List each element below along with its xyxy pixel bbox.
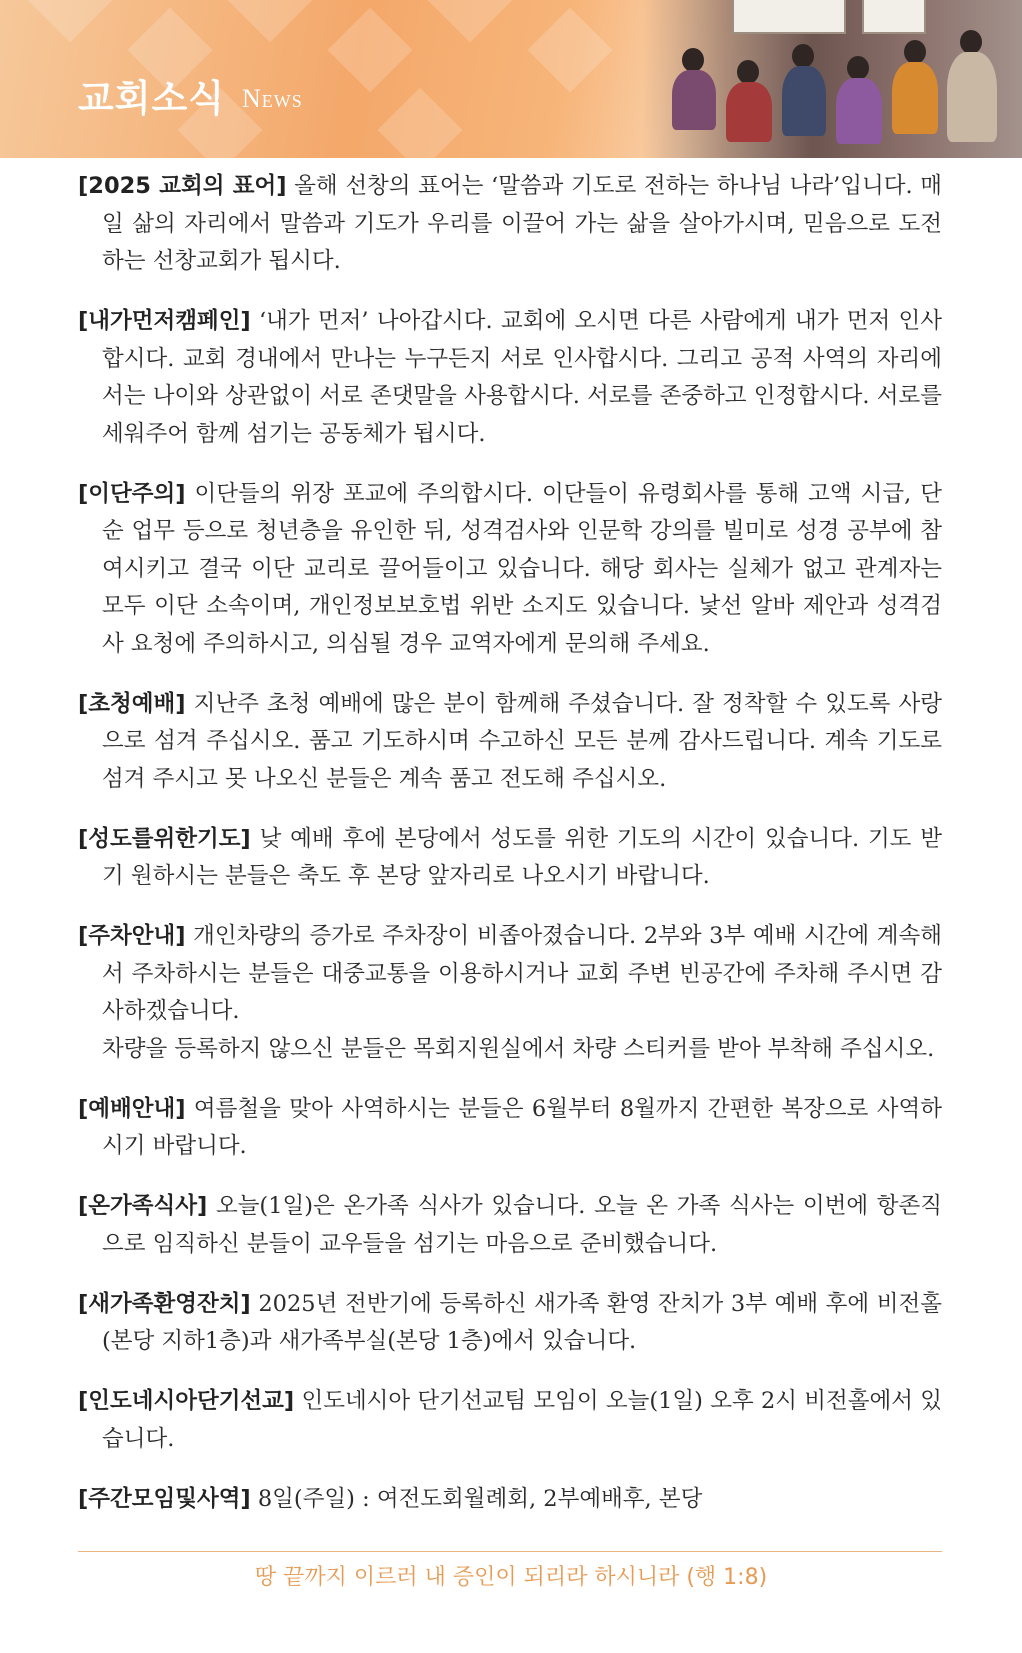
footer-divider	[78, 1551, 942, 1552]
news-item-text: 올해 선창의 표어는 ‘말씀과 기도로 전하는 하나님 나라’입니다. 매일 삶의 자리에서 말씀과 기도가 우리를 이끌어 가는 삶을 살아가시며, 믿음으로 도전하는 선창교회가 됩시다.	[102, 173, 943, 274]
congregation-meal-photo	[642, 0, 1022, 158]
news-item-text: 낮 예배 후에 본당에서 성도를 위한 기도의 시간이 있습니다. 기도 받기 원하시는 분들은 축도 후 본당 앞자리로 나오시기 바랍니다.	[102, 825, 942, 889]
news-item-text: 여름철을 맞아 사역하시는 분들은 6월부터 8월까지 간편한 복장으로 사역하시기 바랍니다.	[102, 1095, 942, 1159]
news-item-text: 2025년 전반기에 등록하신 새가족 환영 잔치가 3부 예배 후에 비전홀(본당 지하1층)과 새가족부실(본당 1층)에서 있습니다.	[102, 1290, 942, 1354]
news-item-label: [초청예배]	[78, 690, 186, 717]
news-item-text: ‘내가 먼저’ 나아갑시다. 교회에 오시면 다른 사람에게 내가 먼저 인사합시다. 교회 경내에서 만나는 누구든지 서로 인사합시다. 그리고 공적 사역의 자리에서는 나이와 상관없이 서로 존댓말을 사용합시다. 서로를 존중하고 인정합시다. 서로를 세워주어 함께 섬기는 공동체가 됩시다.	[102, 308, 942, 447]
news-item-motto	[78, 168, 942, 281]
news-item-text: 인도네시아 단기선교팀 모임이 오늘(1일) 오후 2시 비전홀에서 있습니다.	[102, 1388, 942, 1452]
news-item-weekly-meetings	[78, 1481, 942, 1519]
news-item-label: [예배안내]	[78, 1095, 186, 1122]
news-item-label: [주간모임및사역]	[78, 1485, 251, 1512]
news-item-indonesia-mission	[78, 1383, 942, 1458]
news-item-label: [내가먼저캠페인]	[78, 308, 251, 334]
news-item-prayer	[78, 821, 942, 896]
news-item-label: [온가족식사]	[78, 1193, 208, 1219]
news-item-campaign	[78, 303, 942, 453]
news-item-parking	[78, 918, 942, 1068]
news-item-label: [주차안내]	[78, 923, 186, 949]
news-item-label: [2025 교회의 표어]	[78, 173, 287, 199]
news-item-text: 지난주 초청 예배에 많은 분이 함께해 주셨습니다. 잘 정착할 수 있도록 사랑으로 섬겨 주십시오. 품고 기도하시며 수고하신 모든 분께 감사드립니다. 계속 기도로 섬겨 주시고 못 나오신 분들은 계속 품고 전도해 주십시오.	[102, 690, 942, 792]
news-item-text: 개인차량의 증가로 주차장이 비좁아졌습니다. 2부와 3부 예배 시간에 계속해서 주차하시는 분들은 대중교통을 이용하시거나 교회 주변 빈공간에 주차해 주시면 감사하겠습니다.	[102, 923, 942, 1024]
news-item-extra-text: 차량을 등록하지 않으신 분들은 목회지원실에서 차량 스티커를 받아 부착해 주십시오.	[102, 1035, 935, 1062]
news-item-newcomer-party	[78, 1286, 942, 1361]
page-title: 교회소식	[78, 77, 225, 120]
news-item-heresy-warning	[78, 476, 942, 664]
news-item-text: 8일(주일) : 여전도회월례회, 2부예배후, 본당	[250, 1485, 703, 1512]
news-item-text: 이단들의 위장 포교에 주의합시다. 이단들이 유령회사를 통해 고액 시급, 단순 업무 등으로 청년층을 유인한 뒤, 성격검사와 인문학 강의를 빌미로 성경 공부에 참여시키고 결국 이단 교리로 끌어들이고 있습니다. 해당 회사는 실체가 없고 관계자는 모두 이단 소속이며, 개인정보보호법 위반 소지도 있습니다. 낯선 알바 제안과 성격검사 요청에 주의하시고, 의심될 경우 교역자에게 문의해 주세요.	[102, 480, 942, 657]
news-item-invitation-service	[78, 686, 942, 799]
news-item-label: [새가족환영잔치]	[78, 1290, 251, 1317]
news-item-text: 오늘(1일)은 온가족 식사가 있습니다. 오늘 온 가족 식사는 이번에 항존직으로 임직하신 분들이 교우들을 섬기는 마음으로 준비했습니다.	[102, 1193, 942, 1257]
page-subtitle: News	[242, 84, 303, 113]
news-item-worship-guide	[78, 1091, 942, 1166]
news-list	[78, 168, 942, 1530]
footer-bible-verse: 땅 끝까지 이르러 내 증인이 되리라 하시니라 (행 1:8)	[254, 1565, 768, 1590]
news-item-label: [이단주의]	[78, 480, 186, 507]
news-header-banner	[0, 0, 1022, 158]
news-item-label: [성도를위한기도]	[78, 825, 251, 852]
news-item-label: [인도네시아단기선교]	[78, 1388, 295, 1414]
news-item-family-meal	[78, 1188, 942, 1263]
